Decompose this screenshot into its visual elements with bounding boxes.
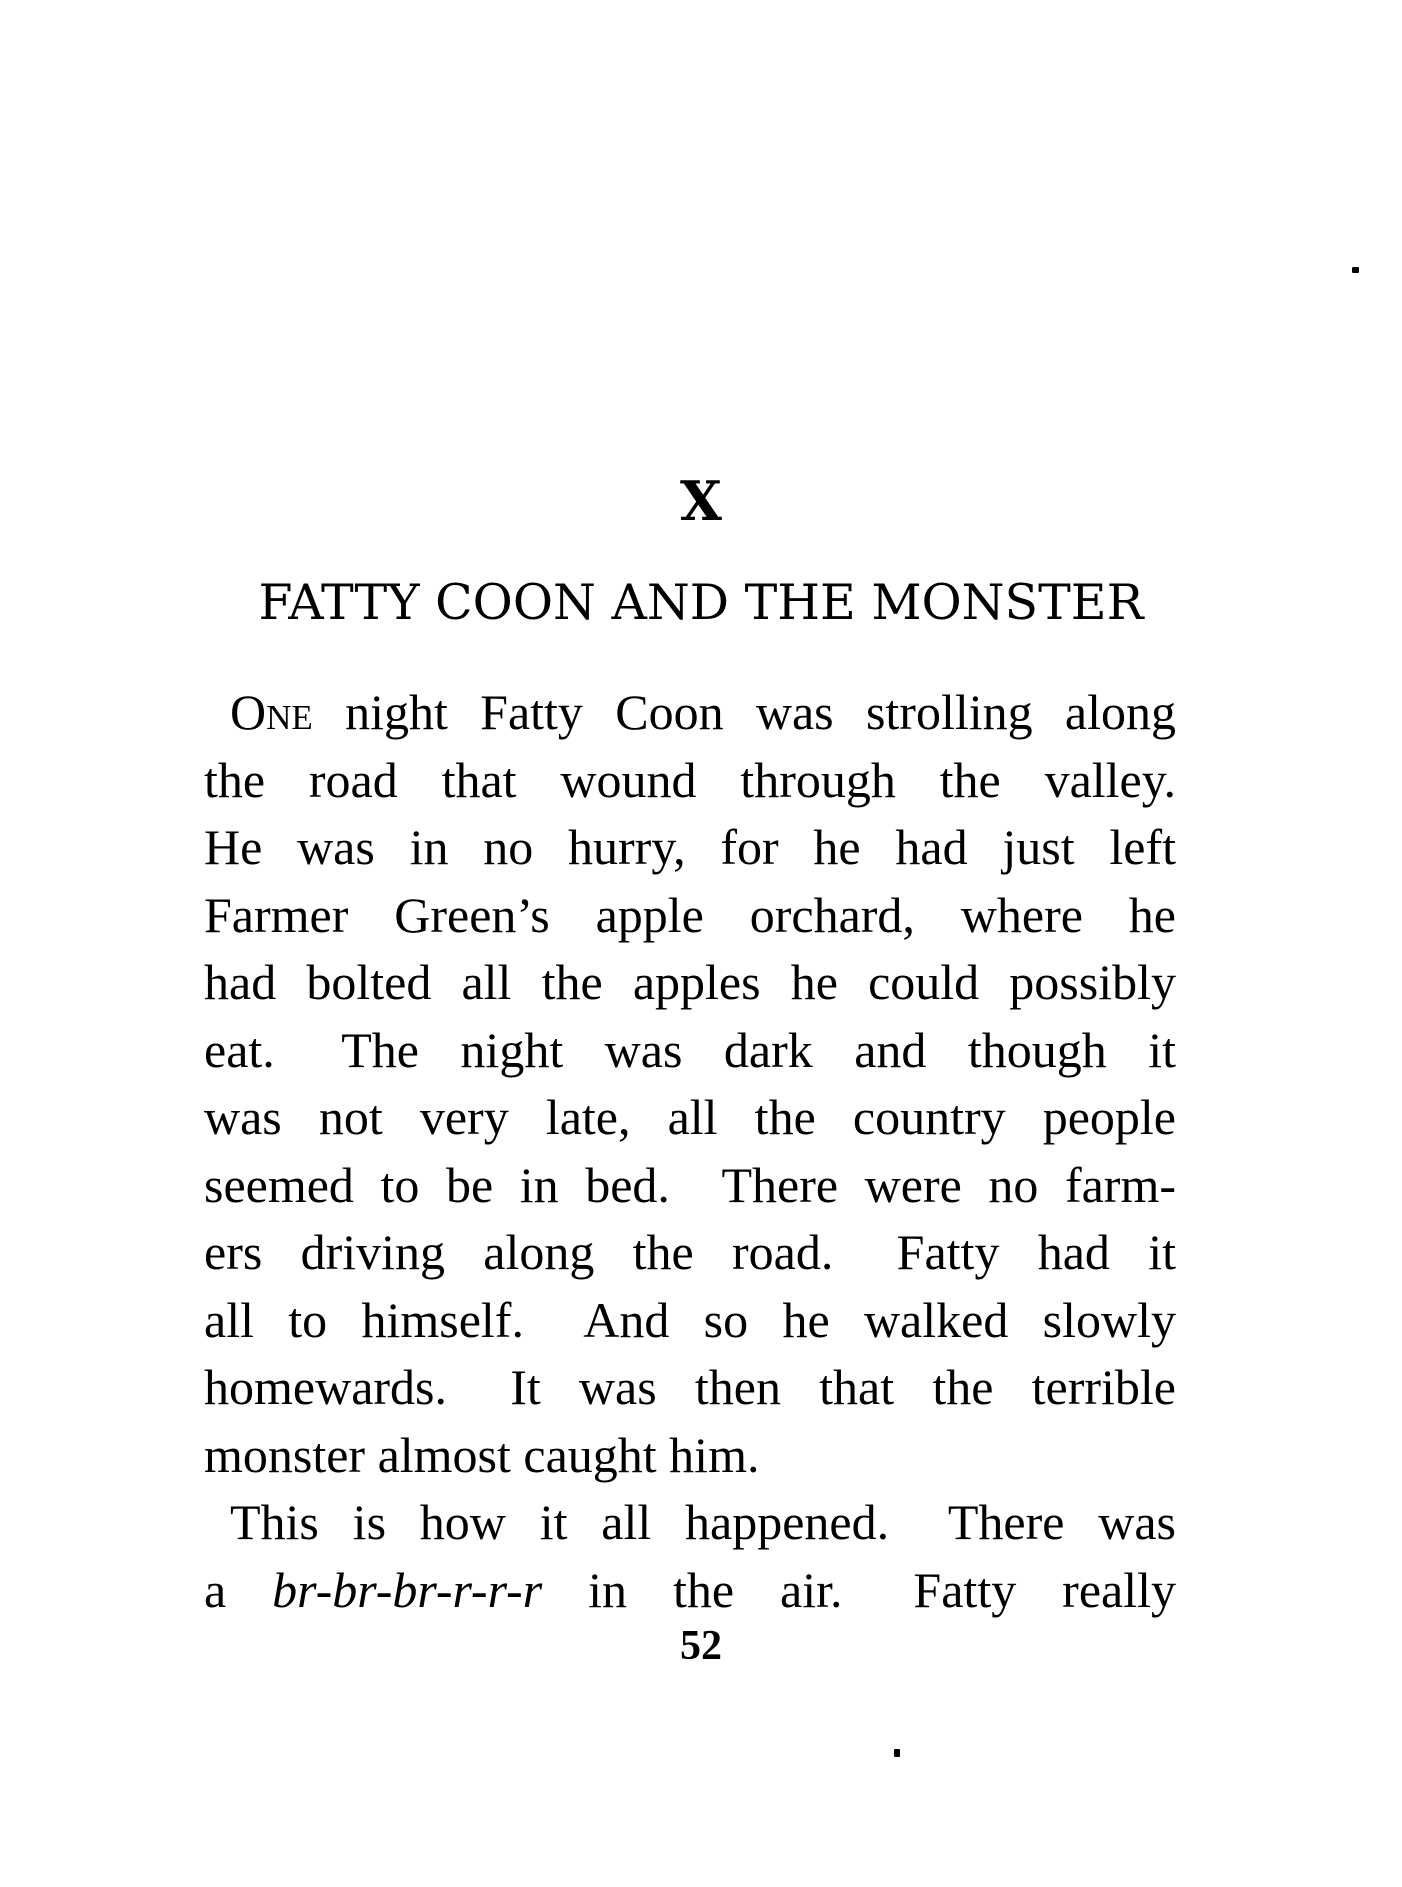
body-text	[204, 679, 1176, 1624]
text-line	[204, 747, 1176, 815]
text-line	[204, 1084, 1176, 1152]
text-line	[204, 1017, 1176, 1085]
text-line	[204, 949, 1176, 1017]
text-segment-smallcaps: ne	[266, 684, 313, 740]
chapter-title: FATTY COON AND THE MONSTER	[258, 574, 1144, 631]
text-segment: This is how it all happened. There was	[230, 1494, 1176, 1550]
text-segment: monster almost caught him.	[204, 1426, 760, 1483]
text-segment: a	[204, 1561, 273, 1618]
chapter-number: X	[680, 469, 722, 533]
scan-artifact-dot	[1352, 267, 1359, 273]
text-segment: had bolted all the apples he could possibly	[204, 954, 1176, 1010]
text-line	[204, 1219, 1176, 1287]
text-segment: the road that wound through the valley.	[204, 751, 1176, 808]
text-line	[204, 1489, 1176, 1557]
text-line	[204, 1422, 1176, 1490]
page-number: 52	[680, 1623, 722, 1669]
text-segment: eat. The night was dark and though it	[204, 1021, 1176, 1078]
text-line	[204, 882, 1176, 950]
text-segment: night Fatty Coon was strolling along	[312, 684, 1176, 740]
text-segment: Farmer Green’s apple orchard, where he	[204, 886, 1176, 943]
text-segment: was not very late, all the country people	[204, 1089, 1176, 1145]
text-segment: all to himself. And so he walked slowly	[204, 1291, 1176, 1348]
text-segment: seemed to be in bed. There were no farm-	[204, 1156, 1176, 1213]
text-segment-italic: br-br-br-r-r-r	[272, 1561, 543, 1618]
text-line	[204, 814, 1176, 882]
text-line	[204, 1354, 1176, 1422]
text-segment: He was in no hurry, for he had just left	[204, 819, 1176, 875]
scan-artifact-dot	[894, 1749, 900, 1757]
text-segment: in the air. Fatty really	[542, 1561, 1176, 1618]
text-segment: O	[230, 684, 267, 740]
text-line	[204, 1152, 1176, 1220]
text-segment: ers driving along the road. Fatty had it	[204, 1224, 1176, 1280]
text-line	[204, 1557, 1176, 1625]
text-segment: homewards. It was then that the terrible	[204, 1359, 1176, 1415]
text-line	[204, 679, 1176, 747]
text-line	[204, 1287, 1176, 1355]
